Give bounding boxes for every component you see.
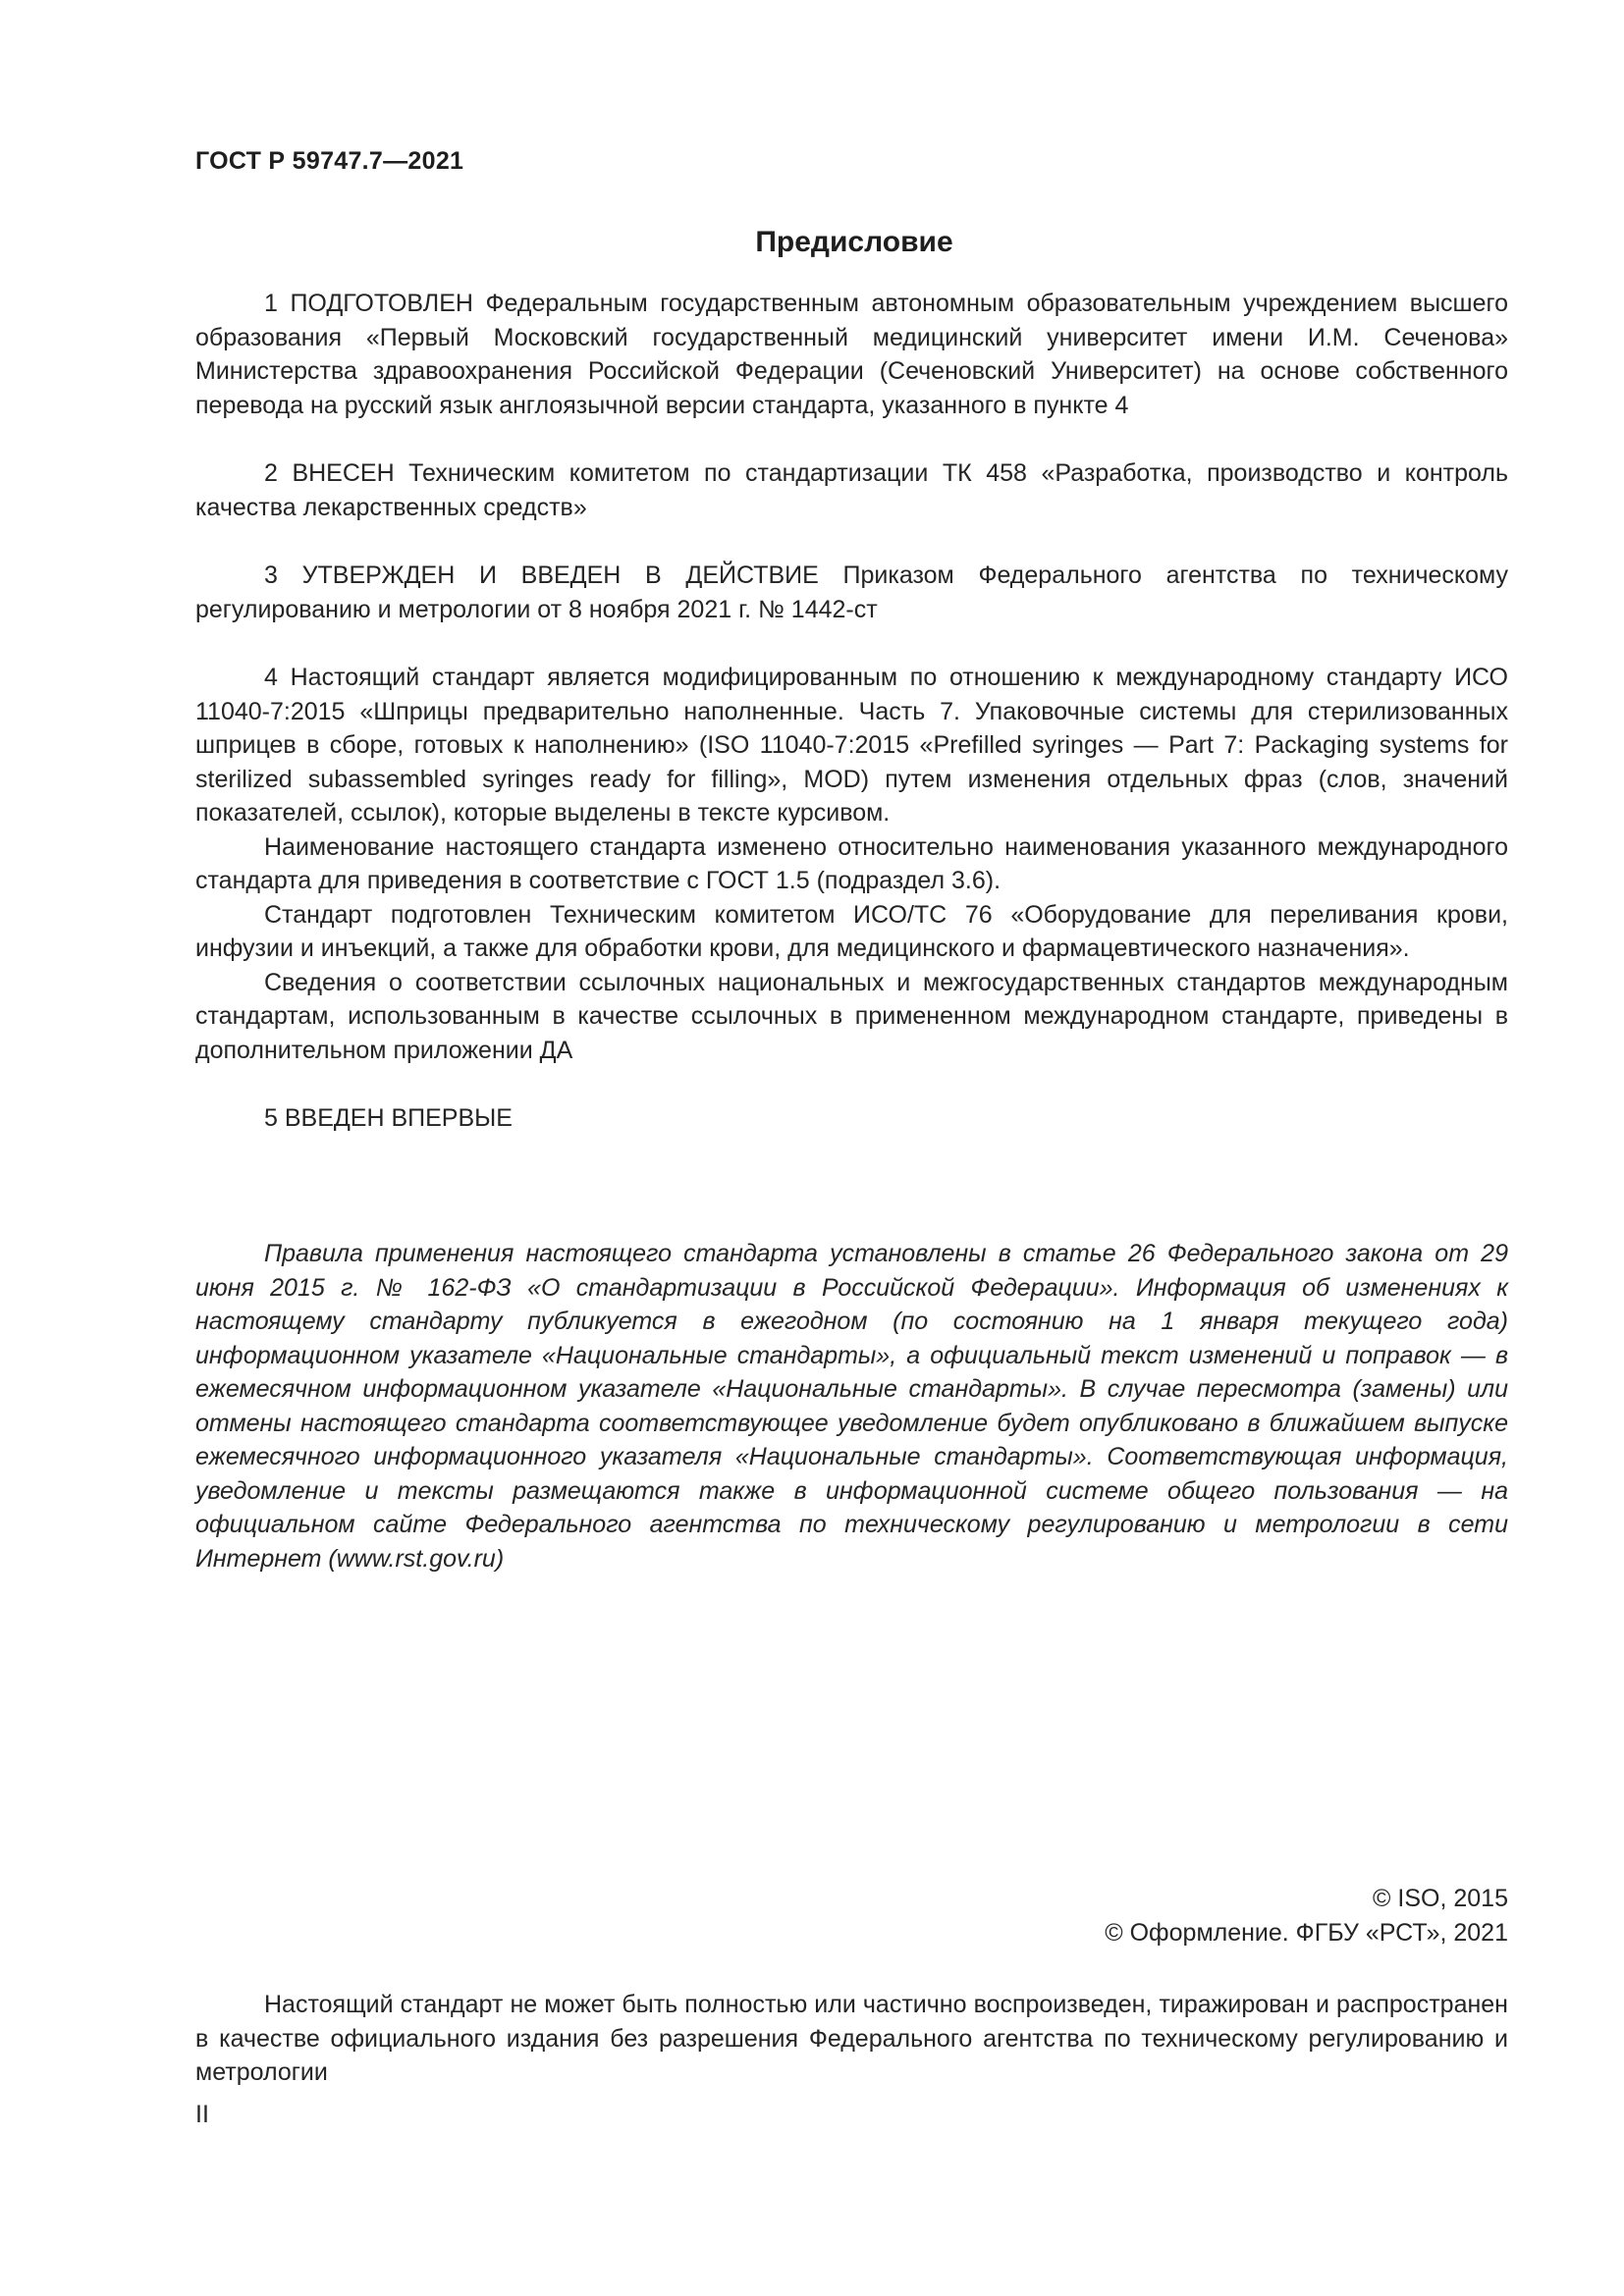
preface-item-committee: Стандарт подготовлен Техническим комитетом ИСО/ТС 76 «Оборудование для переливания крови, инфузии и инъекций, а также для обработки крови, для медицинского и фармацевтического назначения». bbox=[195, 900, 1508, 962]
copyright-design: © Оформление. ФГБУ «РСТ», 2021 bbox=[1105, 1919, 1508, 1947]
reproduction-notice bbox=[195, 1988, 1508, 2090]
preface-item-prepared: 1 ПОДГОТОВЛЕН Федеральным государственным автономным образовательным учреждением высшего образования «Первый Московский государственный медицинский университет имени И.М. Сеченова» Министерства здравоохранения Российской Федерации (Сеченовский Университет) на основе собственного перевода на русский язык англоязычной версии стандарта, указанного в пункте 4 bbox=[195, 290, 1508, 419]
application-rules bbox=[195, 1237, 1508, 1575]
preface-item-modified: 4 Настоящий стандарт является модифицированным по отношению к международному стандарту ИСО 11040-7:2015 «Шприцы предварительно наполненные. Часть 7. Упаковочные системы для стерилизованных шприцев в сборе, готовых к наполнению» (ISO 11040-7:2015 «Prefilled syringes — Part 7: Packaging systems for sterilized subassembled syringes ready for filling», MOD) путем изменения отдельных фраз (слов, значений показателей, ссылок), которые выделены в тексте курсивом. bbox=[195, 664, 1508, 827]
preface-item-references: Сведения о соответствии ссылочных национальных и межгосударственных стандартов международным стандартам, использованным в качестве ссылочных в примененном международном стандарте, приведены в дополнительном приложении ДА bbox=[195, 968, 1508, 1064]
application-rules-paragraph: Правила применения настоящего стандарта установлены в статье 26 Федерального закона от 29 июня 2015 г. № 162-ФЗ «О стандартизации в Российской Федерации». Информация об изменениях к настоящему стандарту публикуется в ежегодном (по состоянию на 1 января текущего года) информационном указателе «Национальные стандарты», а официальный текст изменений и поправок — в ежемесячном информационном указателе «Национальные стандарты». В случае пересмотра (замены) или отмены настоящего стандарта соответствующее уведомление будет опубликовано в ближайшем выпуске ежемесячного информационного указателя «Национальные стандарты». Соответствующая информация, уведомление и тексты размещаются также в информационной системе общего пользования — на официальном сайте Федерального агентства по техническому регулированию и метрологии в сети Интернет (www.rst.gov.ru) bbox=[195, 1240, 1508, 1573]
copyright-iso: © ISO, 2015 bbox=[1373, 1885, 1508, 1912]
document-code: ГОСТ Р 59747.7—2021 bbox=[195, 147, 464, 175]
preface-item-title-change: Наименование настоящего стандарта изменено относительно наименования указанного международного стандарта для приведения в соответствие с ГОСТ 1.5 (подраздел 3.6). bbox=[195, 832, 1508, 894]
preface-title: Предисловие bbox=[755, 226, 953, 258]
preface-item-submitted: 2 ВНЕСЕН Техническим комитетом по стандартизации ТК 458 «Разработка, производство и контроль качества лекарственных средств» bbox=[195, 459, 1508, 521]
preface-item-first-introduced: 5 ВВЕДЕН ВПЕРВЫЕ bbox=[264, 1104, 513, 1132]
preface-item-approved: 3 УТВЕРЖДЕН И ВВЕДЕН В ДЕЙСТВИЕ Приказом Федерального агентства по техническому регулированию и метрологии от 8 ноября 2021 г. № 1442-ст bbox=[195, 561, 1508, 623]
page-number: II bbox=[195, 2101, 209, 2128]
preface-body bbox=[195, 287, 1508, 1136]
reproduction-notice-paragraph: Настоящий стандарт не может быть полностью или частично воспроизведен, тиражирован и распространен в качестве официального издания без разрешения Федерального агентства по техническому регулированию и метрологии bbox=[195, 1991, 1508, 2086]
copyright-block bbox=[195, 1882, 1508, 1950]
